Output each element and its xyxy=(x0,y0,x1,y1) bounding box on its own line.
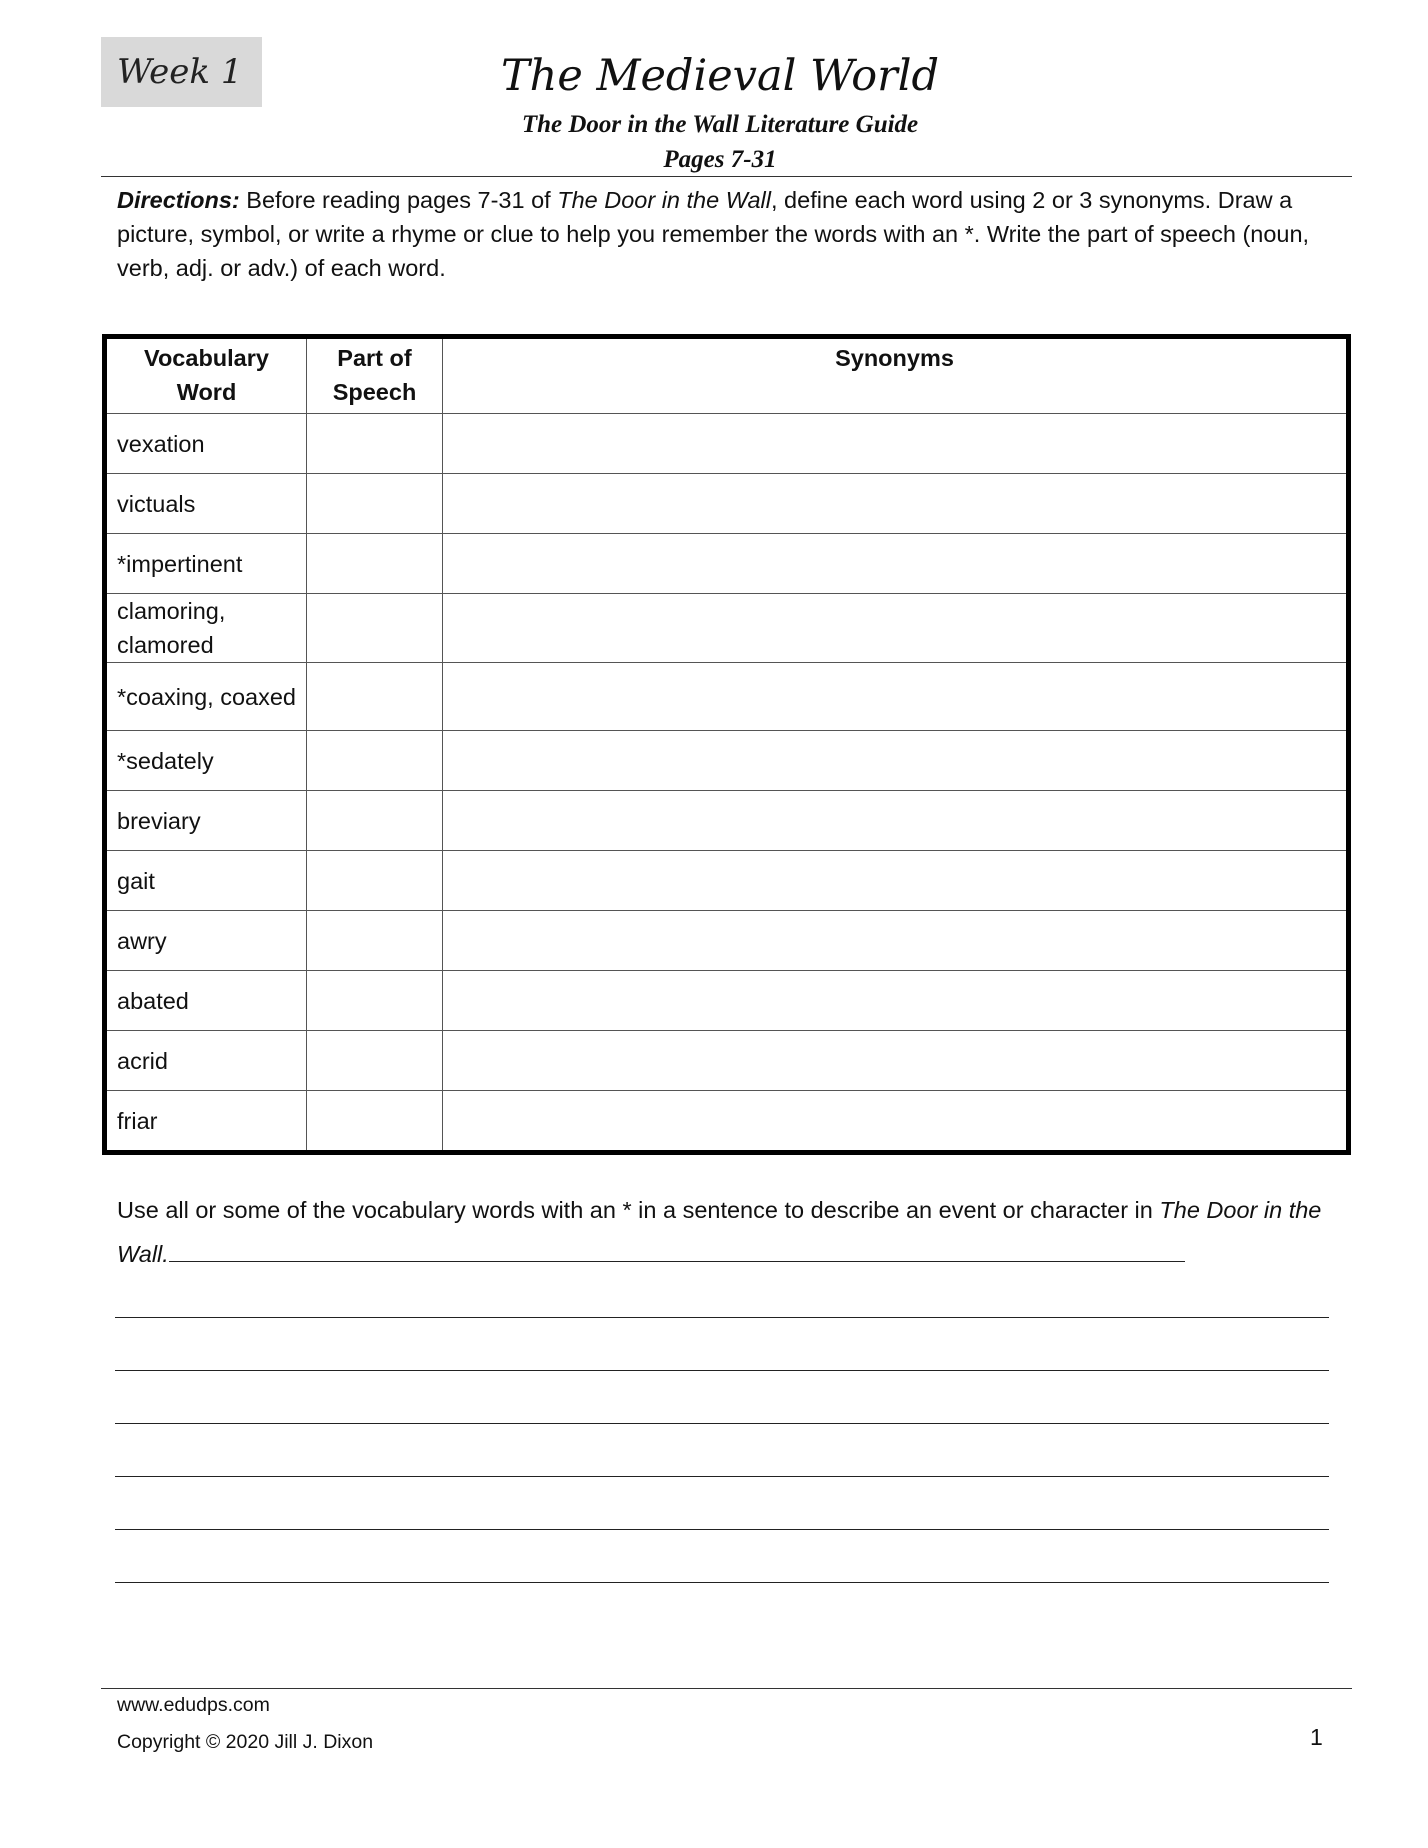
prompt-text: Use all or some of the vocabulary words with an * in a sentence to describe an event or character in xyxy=(117,1197,1160,1223)
vocab-word: gait xyxy=(105,851,307,911)
page-title: The Medieval World xyxy=(500,51,940,101)
vocabulary-table xyxy=(102,334,1351,1155)
directions-book-title: The Door in the Wall xyxy=(557,187,771,213)
vocab-word: *impertinent xyxy=(105,534,307,594)
sentence-prompt xyxy=(117,1188,1327,1276)
directions-label: Directions: xyxy=(117,187,240,213)
part-of-speech-cell[interactable] xyxy=(307,1031,443,1091)
table-row xyxy=(105,474,1349,534)
table-row xyxy=(105,911,1349,971)
vocab-word: awry xyxy=(105,911,307,971)
synonyms-cell[interactable] xyxy=(443,1031,1349,1091)
writing-line[interactable] xyxy=(115,1476,1329,1477)
synonyms-cell[interactable] xyxy=(443,1091,1349,1153)
part-of-speech-cell[interactable] xyxy=(307,851,443,911)
synonyms-cell[interactable] xyxy=(443,663,1349,731)
synonyms-cell[interactable] xyxy=(443,851,1349,911)
part-of-speech-cell[interactable] xyxy=(307,534,443,594)
part-of-speech-cell[interactable] xyxy=(307,731,443,791)
vocab-word: vexation xyxy=(105,414,307,474)
part-of-speech-cell[interactable] xyxy=(307,971,443,1031)
part-of-speech-cell[interactable] xyxy=(307,1091,443,1153)
directions-text-1: Before reading pages 7-31 of xyxy=(239,187,558,213)
guide-subtitle: The Door in the Wall Literature Guide xyxy=(521,111,919,138)
vocab-word: clamoring, clamored xyxy=(105,594,307,663)
table-row xyxy=(105,851,1349,911)
synonyms-cell[interactable] xyxy=(443,534,1349,594)
writing-line[interactable] xyxy=(115,1370,1329,1371)
writing-line[interactable] xyxy=(169,1239,1185,1262)
header-synonyms: Synonyms xyxy=(443,337,1349,414)
table-row xyxy=(105,731,1349,791)
copyright: Copyright © 2020 Jill J. Dixon xyxy=(117,1731,374,1753)
vocab-word: breviary xyxy=(105,791,307,851)
header-part-of-speech: Part of Speech xyxy=(307,337,443,414)
writing-line[interactable] xyxy=(115,1582,1329,1583)
synonyms-cell[interactable] xyxy=(443,594,1349,663)
prompt-book-title: The Door in the Wall. xyxy=(117,1197,1322,1267)
synonyms-cell[interactable] xyxy=(443,911,1349,971)
vocab-word: victuals xyxy=(105,474,307,534)
part-of-speech-cell[interactable] xyxy=(307,474,443,534)
vocab-word: friar xyxy=(105,1091,307,1153)
synonyms-cell[interactable] xyxy=(443,791,1349,851)
table-row xyxy=(105,1031,1349,1091)
page-number: 1 xyxy=(1310,1724,1323,1750)
synonyms-cell[interactable] xyxy=(443,414,1349,474)
writing-line[interactable] xyxy=(115,1317,1329,1318)
vocab-word: *sedately xyxy=(105,731,307,791)
header-divider xyxy=(101,176,1352,177)
vocab-word: *coaxing, coaxed xyxy=(105,663,307,731)
vocab-word: acrid xyxy=(105,1031,307,1091)
week-badge: Week 1 xyxy=(101,37,262,107)
table-row xyxy=(105,663,1349,731)
page-range: Pages 7-31 xyxy=(663,146,777,173)
footer-divider xyxy=(101,1688,1352,1689)
header-vocabulary-word: Vocabulary Word xyxy=(105,337,307,414)
writing-line[interactable] xyxy=(115,1529,1329,1530)
part-of-speech-cell[interactable] xyxy=(307,594,443,663)
table-row xyxy=(105,594,1349,663)
writing-line[interactable] xyxy=(115,1423,1329,1424)
synonyms-cell[interactable] xyxy=(443,731,1349,791)
part-of-speech-cell[interactable] xyxy=(307,663,443,731)
part-of-speech-cell[interactable] xyxy=(307,791,443,851)
vocab-word: abated xyxy=(105,971,307,1031)
footer-url: www.edudps.com xyxy=(117,1694,270,1716)
part-of-speech-cell[interactable] xyxy=(307,911,443,971)
table-row xyxy=(105,791,1349,851)
table-row xyxy=(105,971,1349,1031)
table-row xyxy=(105,414,1349,474)
directions-text-2: , define each word using 2 or 3 synonyms. Draw a picture, symbol, or write a rhyme or clue to help you remember the words with an *. Write the part of speech (noun, verb, adj. or adv.) of each word. xyxy=(117,187,1310,281)
directions xyxy=(117,183,1337,285)
table-row xyxy=(105,1091,1349,1153)
part-of-speech-cell[interactable] xyxy=(307,414,443,474)
table-row xyxy=(105,534,1349,594)
synonyms-cell[interactable] xyxy=(443,474,1349,534)
table-header-row xyxy=(105,337,1349,414)
synonyms-cell[interactable] xyxy=(443,971,1349,1031)
